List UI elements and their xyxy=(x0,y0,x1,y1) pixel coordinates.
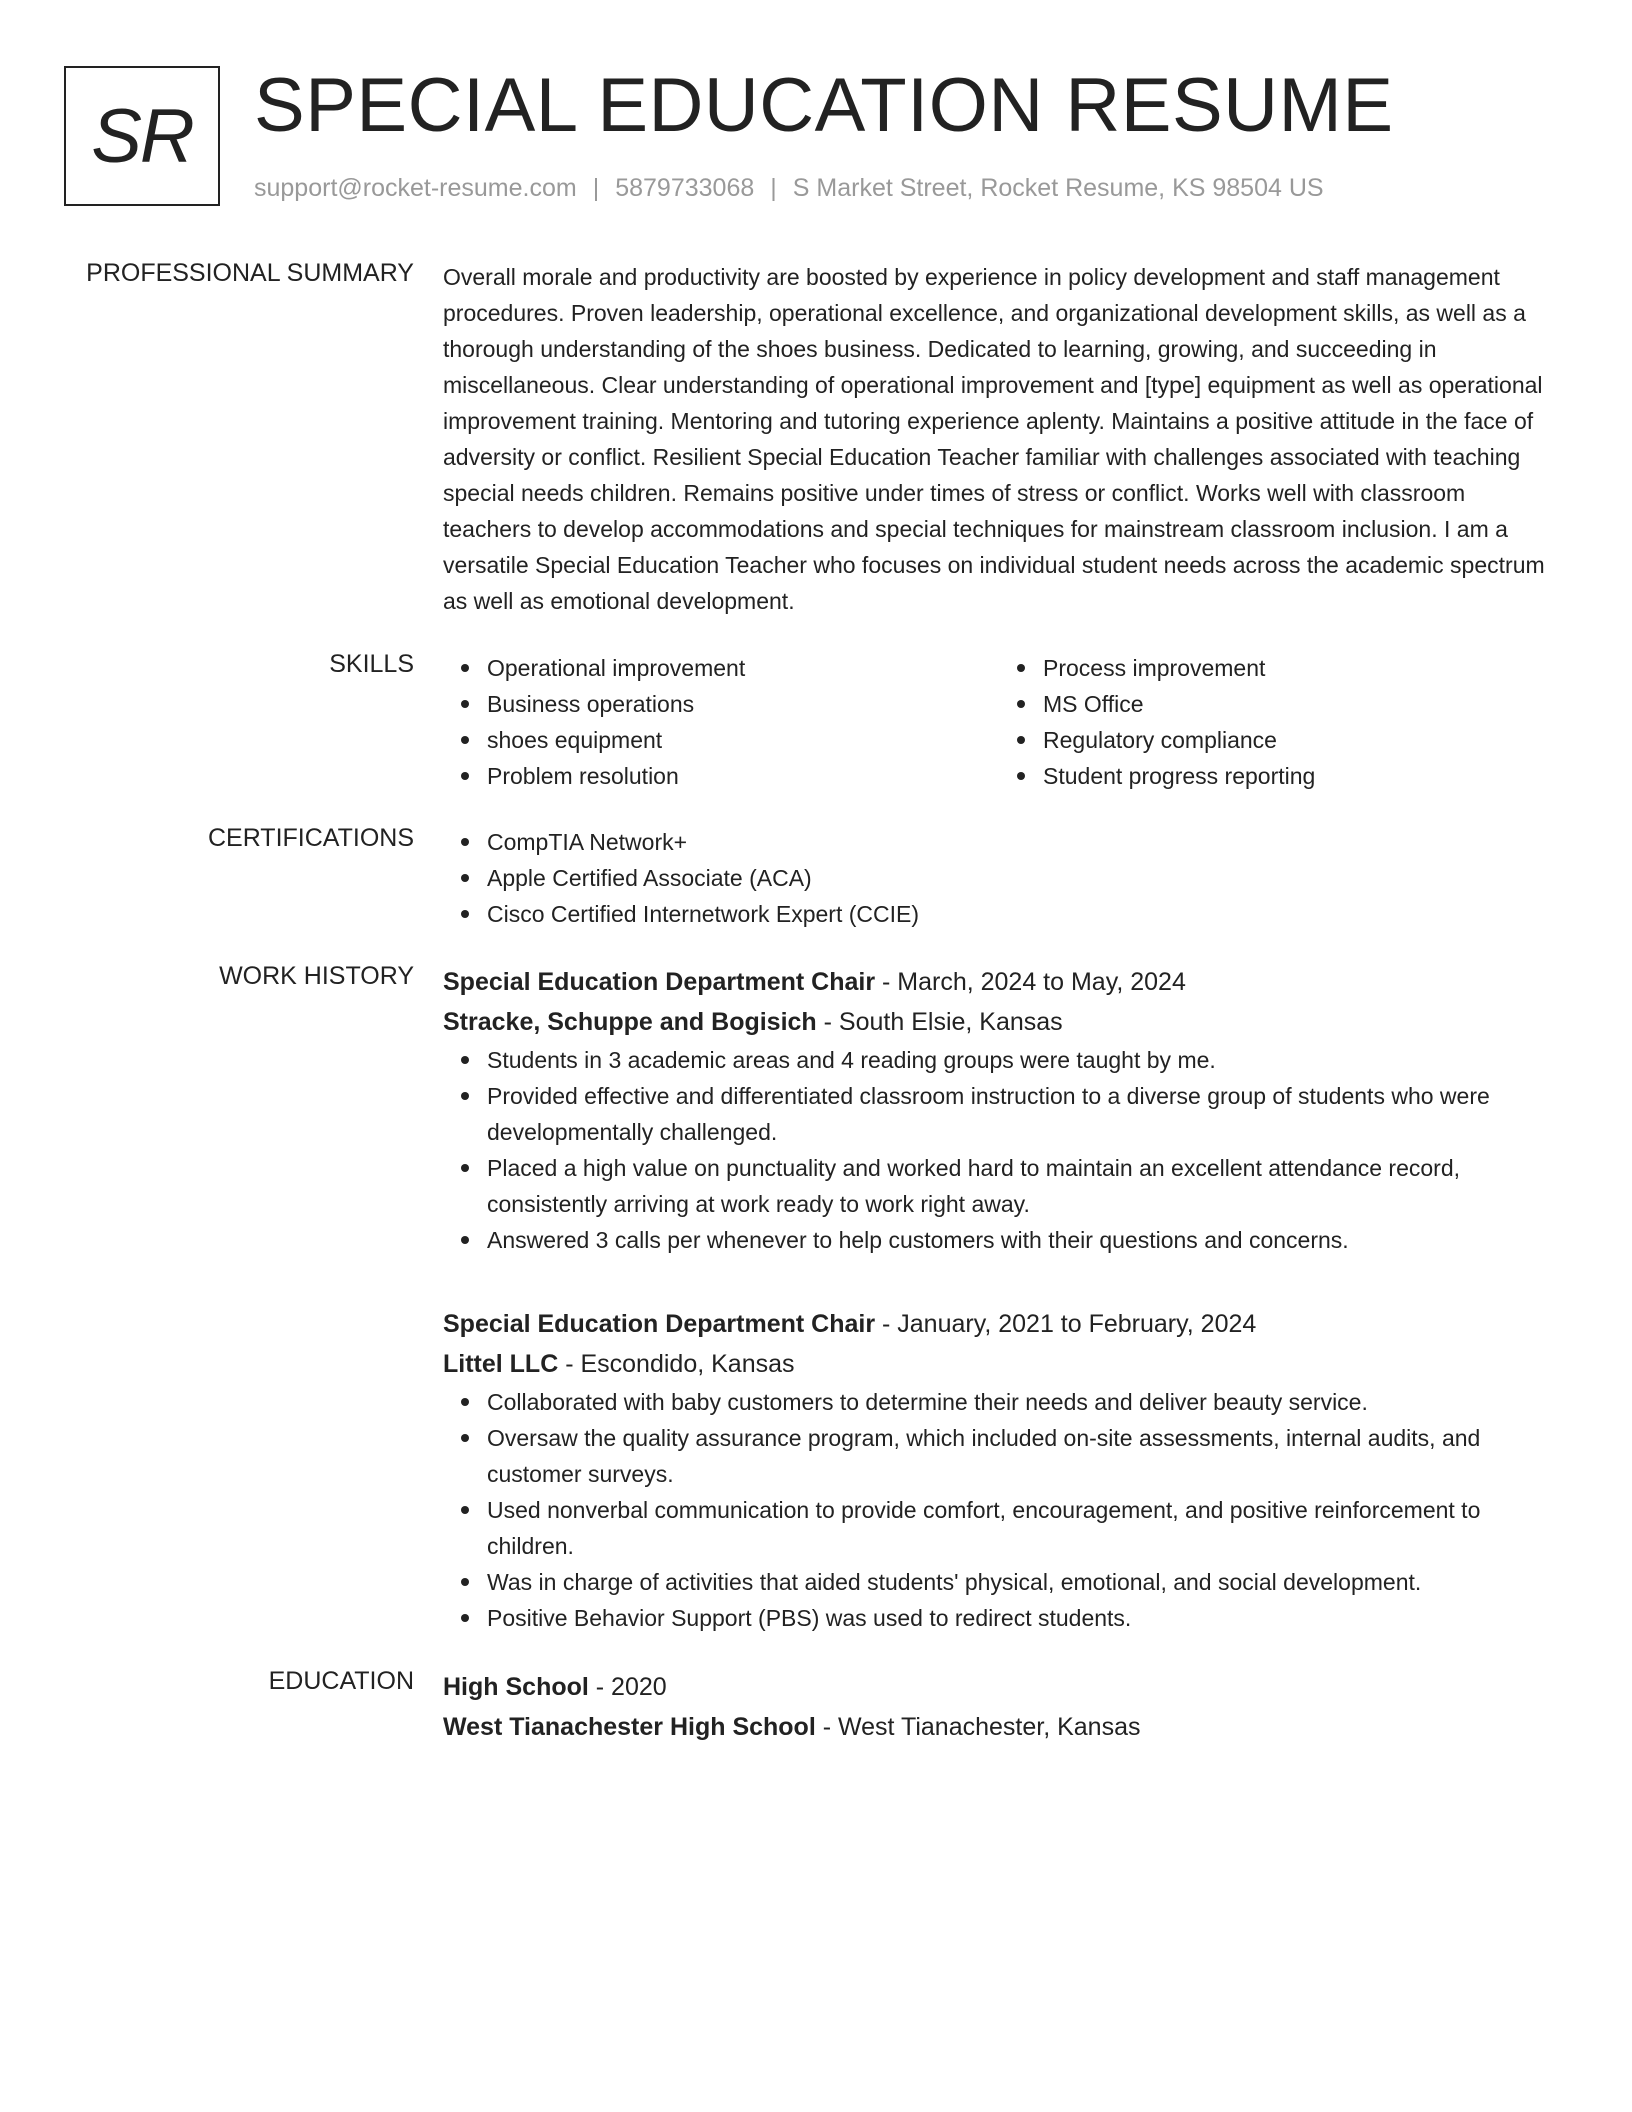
education-year: - 2020 xyxy=(588,1673,667,1701)
job-bullet: Placed a high value on punctuality and worked hard to maintain an excellent attendance record, consistently arriving at work ready to work right away. xyxy=(487,1150,1555,1222)
job-company-line xyxy=(443,1002,1555,1042)
skill-item: Business operations xyxy=(487,686,999,722)
skill-item: Student progress reporting xyxy=(1043,758,1555,794)
section-label-education: EDUCATION xyxy=(268,1667,414,1695)
education-school-line xyxy=(443,1707,1555,1747)
certification-item: Cisco Certified Internetwork Expert (CCIE) xyxy=(487,896,1555,932)
job-dates: - January, 2021 to February, 2024 xyxy=(875,1310,1257,1338)
skill-item: Operational improvement xyxy=(487,650,999,686)
certification-item: CompTIA Network+ xyxy=(487,824,1555,860)
job-bullets xyxy=(443,1042,1555,1258)
job-bullet: Students in 3 academic areas and 4 reading groups were taught by me. xyxy=(487,1042,1555,1078)
education-degree: High School xyxy=(443,1673,589,1701)
education-degree-line xyxy=(443,1667,1555,1707)
contact-line xyxy=(254,174,1324,203)
resume-title: SPECIAL EDUCATION RESUME xyxy=(254,63,1394,148)
skills-list-left xyxy=(443,650,999,794)
education-body xyxy=(443,1667,1555,1747)
section-label-summary: PROFESSIONAL SUMMARY xyxy=(86,259,414,287)
resume-header xyxy=(64,63,1574,216)
job-title-line xyxy=(443,1304,1555,1344)
certifications-list xyxy=(443,824,1555,932)
section-label-certifications: CERTIFICATIONS xyxy=(207,824,414,852)
job-bullet: Oversaw the quality assurance program, which included on-site assessments, internal audits, and customer surveys. xyxy=(487,1420,1555,1492)
contact-address: S Market Street, Rocket Resume, KS 98504 US xyxy=(792,174,1324,202)
job-bullet: Used nonverbal communication to provide comfort, encouragement, and positive reinforcement to children. xyxy=(487,1492,1555,1564)
job-bullet: Was in charge of activities that aided students' physical, emotional, and social development. xyxy=(487,1564,1555,1600)
summary-text: Overall morale and productivity are boosted by experience in policy development and staff management procedures. Proven leadership, operational excellence, and organizational development skills, as well as a thorough understanding of the shoes business. Dedicated to learning, growing, and succeeding in miscellaneous. Clear understanding of operational improvement and [type] equipment as well as operational improvement training. Mentoring and tutoring experience aplenty. Maintains a positive attitude in the face of adversity or conflict. Resilient Special Education Teacher familiar with challenges associated with teaching special needs children. Remains positive under times of stress or conflict. Works well with classroom teachers to develop accommodations and special techniques for mainstream classroom inclusion. I am a versatile Special Education Teacher who focuses on individual student needs across the academic spectrum as well as emotional development. xyxy=(443,264,1545,614)
job-location: - Escondido, Kansas xyxy=(558,1350,795,1378)
skill-item: Process improvement xyxy=(1043,650,1555,686)
contact-separator: | xyxy=(592,174,600,202)
job-title-line xyxy=(443,962,1555,1002)
job-bullet: Positive Behavior Support (PBS) was used to redirect students. xyxy=(487,1600,1555,1636)
skill-item: shoes equipment xyxy=(487,722,999,758)
education-location: - West Tianachester, Kansas xyxy=(815,1713,1141,1741)
job-bullets xyxy=(443,1384,1555,1636)
job-entry xyxy=(443,962,1555,1258)
work-history-body xyxy=(443,962,1555,1636)
job-company: Littel LLC xyxy=(443,1350,559,1378)
contact-phone: 5879733068 xyxy=(615,174,755,202)
job-title: Special Education Department Chair xyxy=(443,1310,876,1338)
job-title: Special Education Department Chair xyxy=(443,968,876,996)
monogram-logo: SR xyxy=(64,66,220,206)
skill-item: Problem resolution xyxy=(487,758,999,794)
job-company-line xyxy=(443,1344,1555,1384)
section-label-work-history: WORK HISTORY xyxy=(219,962,414,990)
certification-item: Apple Certified Associate (ACA) xyxy=(487,860,1555,896)
job-bullet: Collaborated with baby customers to determine their needs and deliver beauty service. xyxy=(487,1384,1555,1420)
certifications-body xyxy=(443,824,1555,932)
job-location: - South Elsie, Kansas xyxy=(816,1008,1063,1036)
skills-list-right xyxy=(999,650,1555,794)
contact-separator: | xyxy=(770,174,777,202)
section-label-skills: SKILLS xyxy=(329,650,414,678)
job-entry xyxy=(443,1304,1555,1636)
contact-email: support@rocket-resume.com xyxy=(254,174,577,202)
job-dates: - March, 2024 to May, 2024 xyxy=(875,968,1186,996)
skill-item: Regulatory compliance xyxy=(1043,722,1555,758)
job-company: Stracke, Schuppe and Bogisich xyxy=(443,1008,817,1036)
job-bullet: Provided effective and differentiated classroom instruction to a diverse group of students who were developmentally challenged. xyxy=(487,1078,1555,1150)
skills-body xyxy=(443,650,1555,794)
skill-item: MS Office xyxy=(1043,686,1555,722)
summary-body xyxy=(443,259,1555,619)
education-school: West Tianachester High School xyxy=(443,1713,816,1741)
job-bullet: Answered 3 calls per whenever to help customers with their questions and concerns. xyxy=(487,1222,1555,1258)
